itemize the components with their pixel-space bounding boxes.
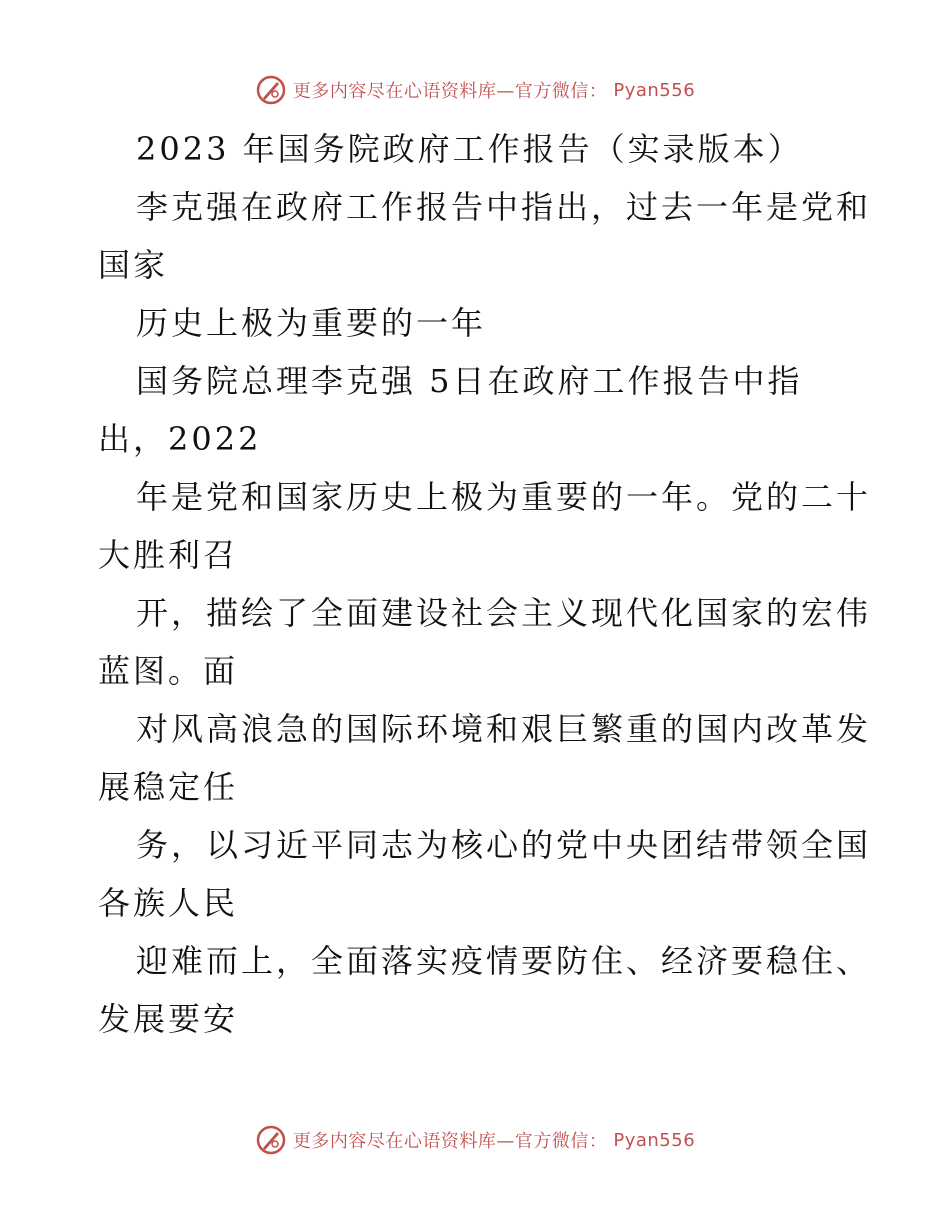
paragraph-line: 迎难而上，全面落实疫情要防住、经济要稳住、 <box>136 942 872 980</box>
paragraph-line: 李克强在政府工作报告中指出，过去一年是党和 <box>136 188 872 226</box>
paragraph-line: 大胜利召 <box>98 536 239 574</box>
paragraph-line: 务，以习近平同志为核心的党中央团结带领全国 <box>136 826 872 864</box>
paragraph-line: 展稳定任 <box>98 768 239 806</box>
header-banner-text: 更多内容尽在心语资料库—官方微信： <box>292 81 608 102</box>
header-banner <box>0 70 950 110</box>
paragraph-line: 各族人民 <box>98 884 239 922</box>
paragraph-line: 蓝图。面 <box>98 652 239 690</box>
quill-circle-logo-icon <box>255 1124 287 1156</box>
paragraph-line: 发展要安 <box>98 1000 239 1038</box>
paragraph-line: 对风高浪急的国际环境和艰巨繁重的国内改革发 <box>136 710 872 748</box>
footer-banner <box>0 1120 950 1160</box>
paragraph-line: 开，描绘了全面建设社会主义现代化国家的宏伟 <box>136 594 872 632</box>
header-banner-wechat-id: Pyan556 <box>613 79 696 101</box>
paragraph-line: 国务院总理李克强 5日在政府工作报告中指 <box>136 362 803 400</box>
paragraph-line: 历史上极为重要的一年 <box>136 304 487 342</box>
footer-banner-wechat-id: Pyan556 <box>613 1129 696 1151</box>
paragraph-line: 国家 <box>98 246 169 284</box>
footer-banner-text: 更多内容尽在心语资料库—官方微信： <box>292 1131 608 1152</box>
document-body <box>98 120 872 1048</box>
paragraph-line: 出，2022 <box>98 420 262 458</box>
paragraph-line: 年是党和国家历史上极为重要的一年。党的二十 <box>136 478 872 516</box>
quill-circle-logo-icon <box>255 74 287 106</box>
document-title: 2023 年国务院政府工作报告（实录版本） <box>136 130 803 168</box>
